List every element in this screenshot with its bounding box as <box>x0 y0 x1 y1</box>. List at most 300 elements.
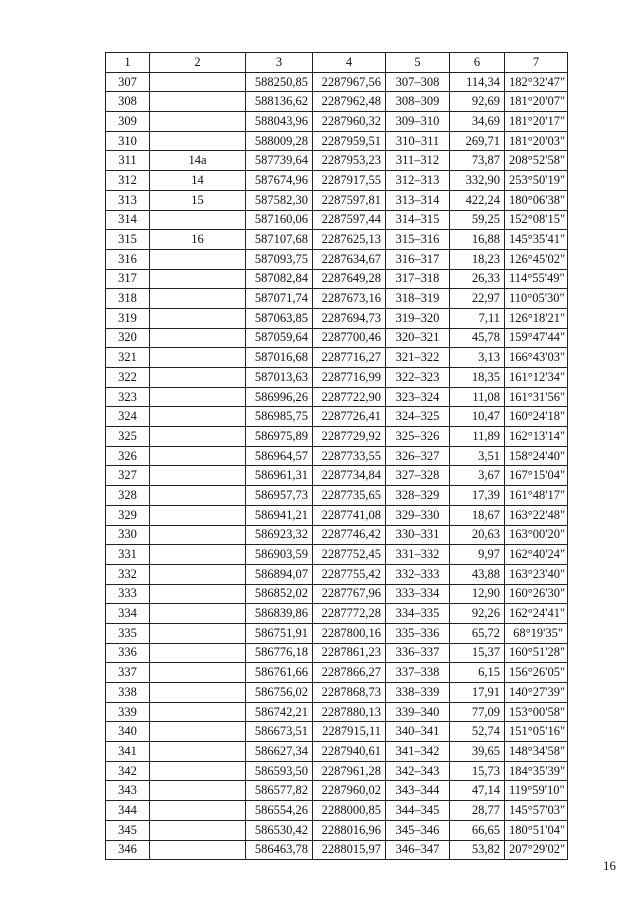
segment-cell: 325–326 <box>386 427 450 447</box>
length-cell: 43,88 <box>450 564 505 584</box>
angle-cell: 162°24'41" <box>505 604 568 624</box>
angle-cell: 162°13'14" <box>505 427 568 447</box>
point-number-cell: 339 <box>106 702 150 722</box>
segment-cell: 346–347 <box>386 840 450 860</box>
marker-cell <box>150 545 246 565</box>
x-coordinate-cell: 586923,32 <box>246 525 313 545</box>
x-coordinate-cell: 586742,21 <box>246 702 313 722</box>
segment-cell: 319–320 <box>386 308 450 328</box>
table-row <box>106 564 568 584</box>
marker-cell <box>150 584 246 604</box>
x-coordinate-cell: 588043,96 <box>246 112 313 132</box>
y-coordinate-cell: 2288000,85 <box>313 801 386 821</box>
table-row <box>106 840 568 860</box>
table-row <box>106 328 568 348</box>
marker-cell <box>150 427 246 447</box>
point-number-cell: 329 <box>106 505 150 525</box>
point-number-cell: 316 <box>106 249 150 269</box>
segment-cell: 332–333 <box>386 564 450 584</box>
y-coordinate-cell: 2287735,65 <box>313 486 386 506</box>
x-coordinate-cell: 586554,26 <box>246 801 313 821</box>
angle-cell: 151°05'16" <box>505 722 568 742</box>
column-header: 5 <box>386 53 450 73</box>
segment-cell: 328–329 <box>386 486 450 506</box>
length-cell: 59,25 <box>450 210 505 230</box>
angle-cell: 68°19'35" <box>505 623 568 643</box>
marker-cell: 16 <box>150 230 246 250</box>
marker-cell <box>150 564 246 584</box>
column-header: 6 <box>450 53 505 73</box>
y-coordinate-cell: 2287649,28 <box>313 269 386 289</box>
angle-cell: 182°32'47" <box>505 72 568 92</box>
table-row <box>106 171 568 191</box>
length-cell: 6,15 <box>450 663 505 683</box>
x-coordinate-cell: 587160,06 <box>246 210 313 230</box>
length-cell: 3,51 <box>450 446 505 466</box>
marker-cell <box>150 840 246 860</box>
x-coordinate-cell: 588009,28 <box>246 131 313 151</box>
marker-cell <box>150 643 246 663</box>
y-coordinate-cell: 2287880,13 <box>313 702 386 722</box>
marker-cell <box>150 210 246 230</box>
x-coordinate-cell: 587016,68 <box>246 348 313 368</box>
x-coordinate-cell: 587063,85 <box>246 308 313 328</box>
table-row <box>106 112 568 132</box>
angle-cell: 253°50'19" <box>505 171 568 191</box>
point-number-cell: 321 <box>106 348 150 368</box>
segment-cell: 334–335 <box>386 604 450 624</box>
length-cell: 3,13 <box>450 348 505 368</box>
length-cell: 269,71 <box>450 131 505 151</box>
marker-cell <box>150 387 246 407</box>
y-coordinate-cell: 2287767,96 <box>313 584 386 604</box>
marker-cell <box>150 269 246 289</box>
segment-cell: 339–340 <box>386 702 450 722</box>
length-cell: 15,37 <box>450 643 505 663</box>
y-coordinate-cell: 2287953,23 <box>313 151 386 171</box>
table-row <box>106 249 568 269</box>
segment-cell: 345–346 <box>386 820 450 840</box>
point-number-cell: 317 <box>106 269 150 289</box>
x-coordinate-cell: 586894,07 <box>246 564 313 584</box>
segment-cell: 313–314 <box>386 190 450 210</box>
segment-cell: 329–330 <box>386 505 450 525</box>
marker-cell <box>150 328 246 348</box>
y-coordinate-cell: 2287752,45 <box>313 545 386 565</box>
segment-cell: 324–325 <box>386 407 450 427</box>
length-cell: 47,14 <box>450 781 505 801</box>
angle-cell: 208°52'58" <box>505 151 568 171</box>
angle-cell: 167°15'04" <box>505 466 568 486</box>
y-coordinate-cell: 2287597,81 <box>313 190 386 210</box>
length-cell: 52,74 <box>450 722 505 742</box>
y-coordinate-cell: 2287597,44 <box>313 210 386 230</box>
point-number-cell: 330 <box>106 525 150 545</box>
angle-cell: 152°08'15" <box>505 210 568 230</box>
angle-cell: 181°20'07" <box>505 92 568 112</box>
table-row <box>106 446 568 466</box>
segment-cell: 326–327 <box>386 446 450 466</box>
point-number-cell: 312 <box>106 171 150 191</box>
y-coordinate-cell: 2287959,51 <box>313 131 386 151</box>
angle-cell: 181°20'17" <box>505 112 568 132</box>
point-number-cell: 331 <box>106 545 150 565</box>
length-cell: 39,65 <box>450 742 505 762</box>
table-row <box>106 525 568 545</box>
length-cell: 92,26 <box>450 604 505 624</box>
column-header: 3 <box>246 53 313 73</box>
segment-cell: 320–321 <box>386 328 450 348</box>
y-coordinate-cell: 2287800,16 <box>313 623 386 643</box>
length-cell: 10,47 <box>450 407 505 427</box>
y-coordinate-cell: 2287940,61 <box>313 742 386 762</box>
y-coordinate-cell: 2287960,02 <box>313 781 386 801</box>
length-cell: 12,90 <box>450 584 505 604</box>
point-number-cell: 337 <box>106 663 150 683</box>
table-row <box>106 742 568 762</box>
point-number-cell: 342 <box>106 761 150 781</box>
x-coordinate-cell: 586776,18 <box>246 643 313 663</box>
marker-cell <box>150 446 246 466</box>
table-row <box>106 190 568 210</box>
segment-cell: 312–313 <box>386 171 450 191</box>
angle-cell: 160°26'30" <box>505 584 568 604</box>
length-cell: 422,24 <box>450 190 505 210</box>
segment-cell: 311–312 <box>386 151 450 171</box>
angle-cell: 180°06'38" <box>505 190 568 210</box>
y-coordinate-cell: 2287915,11 <box>313 722 386 742</box>
length-cell: 114,34 <box>450 72 505 92</box>
x-coordinate-cell: 586627,34 <box>246 742 313 762</box>
length-cell: 22,97 <box>450 289 505 309</box>
x-coordinate-cell: 586463,78 <box>246 840 313 860</box>
table-row <box>106 308 568 328</box>
point-number-cell: 320 <box>106 328 150 348</box>
x-coordinate-cell: 586961,31 <box>246 466 313 486</box>
angle-cell: 119°59'10" <box>505 781 568 801</box>
marker-cell <box>150 623 246 643</box>
marker-cell <box>150 466 246 486</box>
y-coordinate-cell: 2287716,99 <box>313 368 386 388</box>
table-row <box>106 781 568 801</box>
segment-cell: 309–310 <box>386 112 450 132</box>
marker-cell: 15 <box>150 190 246 210</box>
angle-cell: 184°35'39" <box>505 761 568 781</box>
y-coordinate-cell: 2287741,08 <box>313 505 386 525</box>
x-coordinate-cell: 587582,30 <box>246 190 313 210</box>
angle-cell: 158°24'40" <box>505 446 568 466</box>
x-coordinate-cell: 587082,84 <box>246 269 313 289</box>
marker-cell <box>150 131 246 151</box>
point-number-cell: 327 <box>106 466 150 486</box>
marker-cell <box>150 801 246 821</box>
point-number-cell: 344 <box>106 801 150 821</box>
length-cell: 26,33 <box>450 269 505 289</box>
y-coordinate-cell: 2287694,73 <box>313 308 386 328</box>
y-coordinate-cell: 2287961,28 <box>313 761 386 781</box>
length-cell: 77,09 <box>450 702 505 722</box>
point-number-cell: 326 <box>106 446 150 466</box>
point-number-cell: 340 <box>106 722 150 742</box>
x-coordinate-cell: 586903,59 <box>246 545 313 565</box>
angle-cell: 163°00'20" <box>505 525 568 545</box>
length-cell: 65,72 <box>450 623 505 643</box>
point-number-cell: 308 <box>106 92 150 112</box>
marker-cell <box>150 781 246 801</box>
marker-cell <box>150 407 246 427</box>
x-coordinate-cell: 587674,96 <box>246 171 313 191</box>
angle-cell: 162°40'24" <box>505 545 568 565</box>
x-coordinate-cell: 586964,57 <box>246 446 313 466</box>
x-coordinate-cell: 587739,64 <box>246 151 313 171</box>
table-row <box>106 545 568 565</box>
point-number-cell: 315 <box>106 230 150 250</box>
marker-cell <box>150 486 246 506</box>
y-coordinate-cell: 2287962,48 <box>313 92 386 112</box>
length-cell: 3,67 <box>450 466 505 486</box>
angle-cell: 114°55'49" <box>505 269 568 289</box>
table-row <box>106 151 568 171</box>
x-coordinate-cell: 586975,89 <box>246 427 313 447</box>
marker-cell <box>150 289 246 309</box>
segment-cell: 310–311 <box>386 131 450 151</box>
column-header: 1 <box>106 53 150 73</box>
point-number-cell: 310 <box>106 131 150 151</box>
length-cell: 73,87 <box>450 151 505 171</box>
length-cell: 20,63 <box>450 525 505 545</box>
y-coordinate-cell: 2287866,27 <box>313 663 386 683</box>
length-cell: 15,73 <box>450 761 505 781</box>
angle-cell: 160°24'18" <box>505 407 568 427</box>
point-number-cell: 343 <box>106 781 150 801</box>
angle-cell: 159°47'44" <box>505 328 568 348</box>
length-cell: 17,39 <box>450 486 505 506</box>
header-row <box>106 53 568 73</box>
x-coordinate-cell: 586673,51 <box>246 722 313 742</box>
angle-cell: 148°34'58" <box>505 742 568 762</box>
x-coordinate-cell: 588250,85 <box>246 72 313 92</box>
point-number-cell: 332 <box>106 564 150 584</box>
table-row <box>106 72 568 92</box>
x-coordinate-cell: 587059,64 <box>246 328 313 348</box>
length-cell: 18,23 <box>450 249 505 269</box>
y-coordinate-cell: 2287746,42 <box>313 525 386 545</box>
segment-cell: 307–308 <box>386 72 450 92</box>
marker-cell <box>150 663 246 683</box>
marker-cell <box>150 505 246 525</box>
y-coordinate-cell: 2287625,13 <box>313 230 386 250</box>
marker-cell <box>150 368 246 388</box>
x-coordinate-cell: 586593,50 <box>246 761 313 781</box>
angle-cell: 145°57'03" <box>505 801 568 821</box>
column-header: 4 <box>313 53 386 73</box>
length-cell: 9,97 <box>450 545 505 565</box>
x-coordinate-cell: 586996,26 <box>246 387 313 407</box>
marker-cell <box>150 604 246 624</box>
length-cell: 28,77 <box>450 801 505 821</box>
angle-cell: 126°18'21" <box>505 308 568 328</box>
x-coordinate-cell: 586761,66 <box>246 663 313 683</box>
y-coordinate-cell: 2287722,90 <box>313 387 386 407</box>
table-row <box>106 702 568 722</box>
x-coordinate-cell: 587107,68 <box>246 230 313 250</box>
segment-cell: 342–343 <box>386 761 450 781</box>
marker-cell <box>150 525 246 545</box>
angle-cell: 207°29'02" <box>505 840 568 860</box>
marker-cell <box>150 761 246 781</box>
segment-cell: 327–328 <box>386 466 450 486</box>
point-number-cell: 319 <box>106 308 150 328</box>
angle-cell: 161°12'34" <box>505 368 568 388</box>
table-row <box>106 820 568 840</box>
x-coordinate-cell: 587093,75 <box>246 249 313 269</box>
marker-cell <box>150 308 246 328</box>
y-coordinate-cell: 2287726,41 <box>313 407 386 427</box>
angle-cell: 110°05'30" <box>505 289 568 309</box>
angle-cell: 166°43'03" <box>505 348 568 368</box>
segment-cell: 318–319 <box>386 289 450 309</box>
point-number-cell: 334 <box>106 604 150 624</box>
point-number-cell: 322 <box>106 368 150 388</box>
angle-cell: 156°26'05" <box>505 663 568 683</box>
point-number-cell: 341 <box>106 742 150 762</box>
table-row <box>106 801 568 821</box>
table-row <box>106 230 568 250</box>
marker-cell: 14а <box>150 151 246 171</box>
x-coordinate-cell: 586985,75 <box>246 407 313 427</box>
segment-cell: 338–339 <box>386 683 450 703</box>
segment-cell: 330–331 <box>386 525 450 545</box>
length-cell: 66,65 <box>450 820 505 840</box>
length-cell: 11,08 <box>450 387 505 407</box>
segment-cell: 344–345 <box>386 801 450 821</box>
segment-cell: 337–338 <box>386 663 450 683</box>
length-cell: 34,69 <box>450 112 505 132</box>
length-cell: 17,91 <box>450 683 505 703</box>
x-coordinate-cell: 587013,63 <box>246 368 313 388</box>
marker-cell <box>150 112 246 132</box>
y-coordinate-cell: 2287960,32 <box>313 112 386 132</box>
segment-cell: 323–324 <box>386 387 450 407</box>
length-cell: 11,89 <box>450 427 505 447</box>
segment-cell: 314–315 <box>386 210 450 230</box>
y-coordinate-cell: 2287634,67 <box>313 249 386 269</box>
segment-cell: 321–322 <box>386 348 450 368</box>
angle-cell: 140°27'39" <box>505 683 568 703</box>
y-coordinate-cell: 2288015,97 <box>313 840 386 860</box>
point-number-cell: 318 <box>106 289 150 309</box>
y-coordinate-cell: 2287733,55 <box>313 446 386 466</box>
page-number: 16 <box>603 858 616 873</box>
marker-cell <box>150 348 246 368</box>
table-row <box>106 210 568 230</box>
x-coordinate-cell: 586957,73 <box>246 486 313 506</box>
angle-cell: 145°35'41" <box>505 230 568 250</box>
angle-cell: 163°22'48" <box>505 505 568 525</box>
table-row <box>106 289 568 309</box>
marker-cell <box>150 702 246 722</box>
y-coordinate-cell: 2287861,23 <box>313 643 386 663</box>
angle-cell: 126°45'02" <box>505 249 568 269</box>
y-coordinate-cell: 2287700,46 <box>313 328 386 348</box>
segment-cell: 340–341 <box>386 722 450 742</box>
angle-cell: 163°23'40" <box>505 564 568 584</box>
segment-cell: 308–309 <box>386 92 450 112</box>
marker-cell <box>150 249 246 269</box>
point-number-cell: 313 <box>106 190 150 210</box>
point-number-cell: 328 <box>106 486 150 506</box>
segment-cell: 335–336 <box>386 623 450 643</box>
marker-cell: 14 <box>150 171 246 191</box>
table-row <box>106 387 568 407</box>
x-coordinate-cell: 586839,86 <box>246 604 313 624</box>
length-cell: 7,11 <box>450 308 505 328</box>
table-row <box>106 663 568 683</box>
point-number-cell: 323 <box>106 387 150 407</box>
y-coordinate-cell: 2287917,55 <box>313 171 386 191</box>
table-row <box>106 131 568 151</box>
length-cell: 45,78 <box>450 328 505 348</box>
segment-cell: 341–342 <box>386 742 450 762</box>
y-coordinate-cell: 2287868,73 <box>313 683 386 703</box>
point-number-cell: 309 <box>106 112 150 132</box>
y-coordinate-cell: 2288016,96 <box>313 820 386 840</box>
table-row <box>106 466 568 486</box>
point-number-cell: 335 <box>106 623 150 643</box>
y-coordinate-cell: 2287734,84 <box>313 466 386 486</box>
x-coordinate-cell: 588136,62 <box>246 92 313 112</box>
marker-cell <box>150 683 246 703</box>
length-cell: 92,69 <box>450 92 505 112</box>
angle-cell: 153°00'58" <box>505 702 568 722</box>
x-coordinate-cell: 586751,91 <box>246 623 313 643</box>
coordinates-table <box>105 52 568 860</box>
table-row <box>106 722 568 742</box>
marker-cell <box>150 722 246 742</box>
point-number-cell: 338 <box>106 683 150 703</box>
table-row <box>106 368 568 388</box>
y-coordinate-cell: 2287772,28 <box>313 604 386 624</box>
length-cell: 16,88 <box>450 230 505 250</box>
y-coordinate-cell: 2287673,16 <box>313 289 386 309</box>
table-row <box>106 604 568 624</box>
y-coordinate-cell: 2287729,92 <box>313 427 386 447</box>
angle-cell: 161°31'56" <box>505 387 568 407</box>
angle-cell: 181°20'03" <box>505 131 568 151</box>
segment-cell: 317–318 <box>386 269 450 289</box>
y-coordinate-cell: 2287755,42 <box>313 564 386 584</box>
point-number-cell: 307 <box>106 72 150 92</box>
column-header: 7 <box>505 53 568 73</box>
table-body <box>106 72 568 860</box>
point-number-cell: 336 <box>106 643 150 663</box>
y-coordinate-cell: 2287716,27 <box>313 348 386 368</box>
table-row <box>106 683 568 703</box>
segment-cell: 331–332 <box>386 545 450 565</box>
table-row <box>106 584 568 604</box>
length-cell: 53,82 <box>450 840 505 860</box>
angle-cell: 161°48'17" <box>505 486 568 506</box>
marker-cell <box>150 92 246 112</box>
y-coordinate-cell: 2287967,56 <box>313 72 386 92</box>
point-number-cell: 346 <box>106 840 150 860</box>
table-row <box>106 761 568 781</box>
table-row <box>106 623 568 643</box>
x-coordinate-cell: 586941,21 <box>246 505 313 525</box>
point-number-cell: 325 <box>106 427 150 447</box>
segment-cell: 336–337 <box>386 643 450 663</box>
x-coordinate-cell: 586852,02 <box>246 584 313 604</box>
